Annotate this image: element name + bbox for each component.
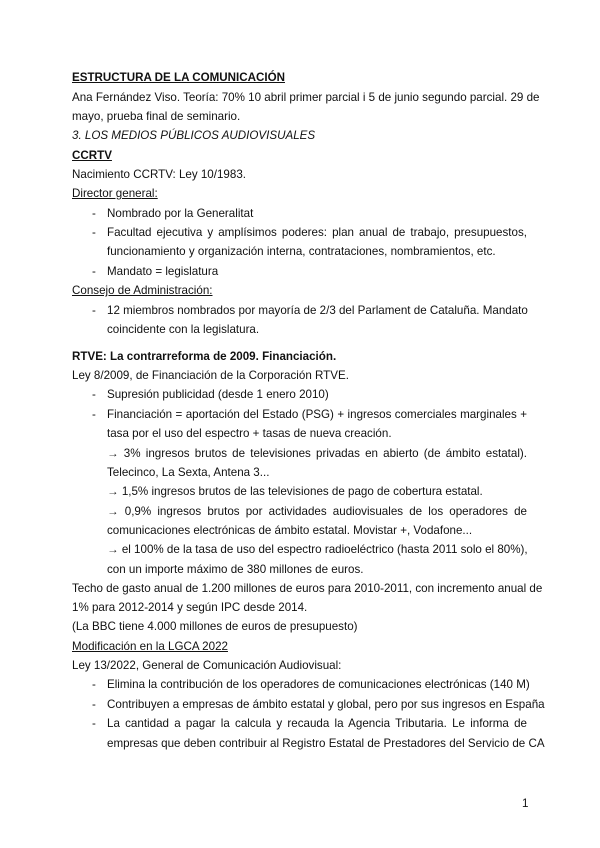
arrow-line: → el 100% de la tasa de uso del espectro radioeléctrico (hasta 2011 solo el 80%), (107, 543, 528, 556)
list-item-continuation: funcionamiento y organización interna, contrataciones, nombramientos, etc. (107, 245, 496, 258)
lgca-heading: Modificación en la LGCA 2022 (72, 640, 228, 653)
bullet-dash: - (92, 717, 96, 730)
list-item: Mandato = legislatura (107, 265, 219, 278)
list-item: Financiación = aportación del Estado (PSG) + ingresos comerciales marginales + (107, 408, 527, 421)
arrow-line: → 1,5% ingresos brutos de las televisiones de pago de cobertura estatal. (107, 485, 483, 498)
arrow-line: → 3% ingresos brutos de televisiones privadas en abierto (de ámbito estatal). (107, 447, 527, 460)
page-number: 1 (522, 797, 529, 810)
arrow-line: con un importe máximo de 380 millones de euros. (107, 563, 364, 576)
director-heading: Director general: (72, 187, 158, 200)
list-item: Contribuyen a empresas de ámbito estatal y global, pero por sus ingresos en España (107, 698, 545, 711)
rtve-law: Ley 8/2009, de Financiación de la Corporación RTVE. (72, 369, 349, 382)
ccrtv-birth: Nacimiento CCRTV: Ley 10/1983. (72, 168, 246, 181)
bullet-dash: - (92, 265, 96, 278)
list-item: La cantidad a pagar la calcula y recauda la Agencia Tributaria. Le informa de (107, 717, 527, 730)
list-item-continuation: empresas que deben contribuir al Registro Estatal de Prestadores del Servicio de CA (107, 737, 545, 750)
list-item: Supresión publicidad (desde 1 enero 2010) (107, 388, 329, 401)
bullet-dash: - (92, 226, 96, 239)
lgca-law: Ley 13/2022, General de Comunicación Audiovisual: (72, 659, 342, 672)
techo-line: 1% para 2012-2014 y según IPC desde 2014. (72, 601, 308, 614)
rtve-heading: RTVE: La contrarreforma de 2009. Financiación. (72, 350, 337, 363)
bullet-dash: - (92, 207, 96, 220)
list-item: 12 miembros nombrados por mayoría de 2/3 del Parlament de Cataluña. Mandato (107, 304, 528, 317)
bullet-dash: - (92, 698, 96, 711)
bullet-dash: - (92, 388, 96, 401)
intro-line: Ana Fernández Viso. Teoría: 70% 10 abril primer parcial i 5 de junio segundo parcial. 29 de (72, 91, 540, 104)
ccrtv-heading: CCRTV (72, 149, 112, 162)
bbc-note: (La BBC tiene 4.000 millones de euros de presupuesto) (72, 620, 358, 633)
list-item-continuation: coincidente con la legislatura. (107, 323, 260, 336)
list-item: Facultad ejecutiva y amplísimos poderes: plan anual de trabajo, presupuestos, (107, 226, 527, 239)
bullet-dash: - (92, 304, 96, 317)
list-item: Elimina la contribución de los operadores de comunicaciones electrónicas (140 M) (107, 678, 530, 691)
section-title: 3. LOS MEDIOS PÚBLICOS AUDIOVISUALES (72, 129, 316, 142)
bullet-dash: - (92, 408, 96, 421)
list-item: Nombrado por la Generalitat (107, 207, 254, 220)
arrow-line: Telecinco, La Sexta, Antena 3... (107, 466, 270, 479)
techo-line: Techo de gasto anual de 1.200 millones de euros para 2010-2011, con incremento anual de (72, 582, 543, 595)
list-item-continuation: tasa por el uso del espectro + tasas de nueva creación. (107, 427, 392, 440)
arrow-line: comunicaciones electrónicas de ámbito estatal. Movistar +, Vodafone... (107, 524, 473, 537)
intro-line: mayo, prueba final de seminario. (72, 110, 241, 123)
arrow-line: → 0,9% ingresos brutos por actividades audiovisuales de los operadores de (107, 505, 527, 518)
document-title: ESTRUCTURA DE LA COMUNICACIÓN (72, 71, 285, 84)
bullet-dash: - (92, 678, 96, 691)
consejo-heading: Consejo de Administración: (72, 284, 213, 297)
